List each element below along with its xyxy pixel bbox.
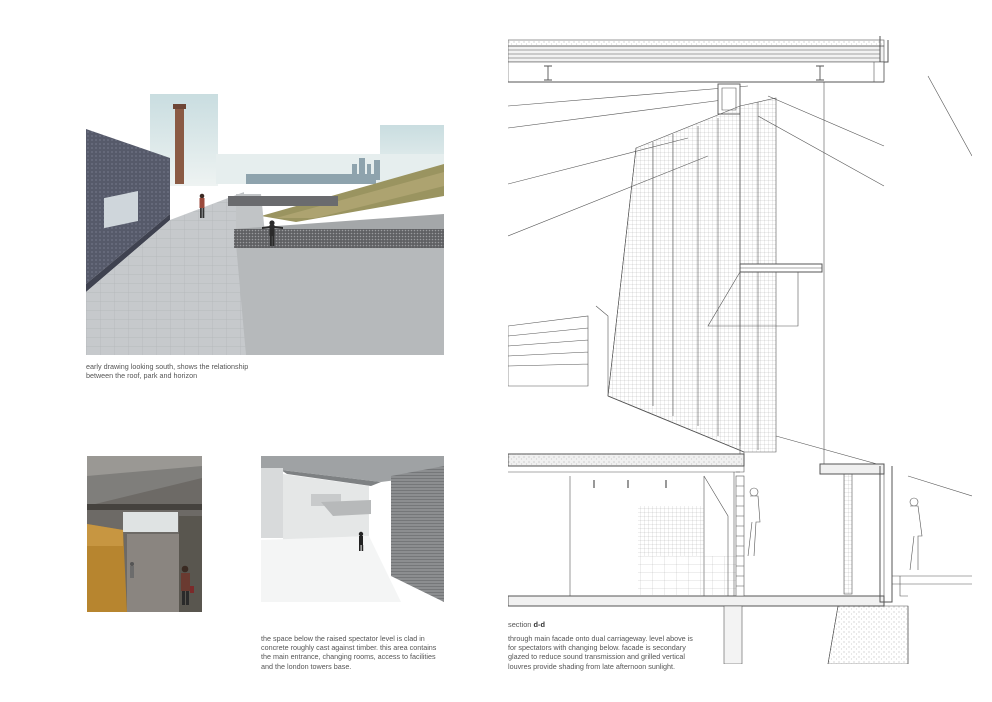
roof-perspective-render — [86, 94, 444, 355]
roof-caption-text: early drawing looking south, shows the relationship between the roof, park and horizon — [86, 362, 249, 381]
spectator-underside-render — [261, 456, 444, 602]
below-caption-text: the space below the raised spectator level is clad in concrete roughly cast against timber. this area contains the main entrance, changing rooms, access to facilities and the london towers base. — [261, 634, 437, 671]
section-title-prefix: section — [508, 620, 534, 629]
section-title-id: d-d — [533, 620, 545, 629]
spectator-underside-caption — [261, 634, 461, 671]
facade-caption — [508, 634, 728, 671]
section-drawing — [508, 36, 972, 664]
interior-render — [87, 456, 202, 612]
section-title — [508, 620, 545, 629]
facade-caption-text: through main facade onto dual carriageway. level above is for spectators with changing below. facade is secondary glazed to reduce sound transmission and grilled vertical louvres provide shading from late afternoon sunlight. — [508, 634, 693, 671]
roof-perspective-caption — [86, 362, 286, 380]
